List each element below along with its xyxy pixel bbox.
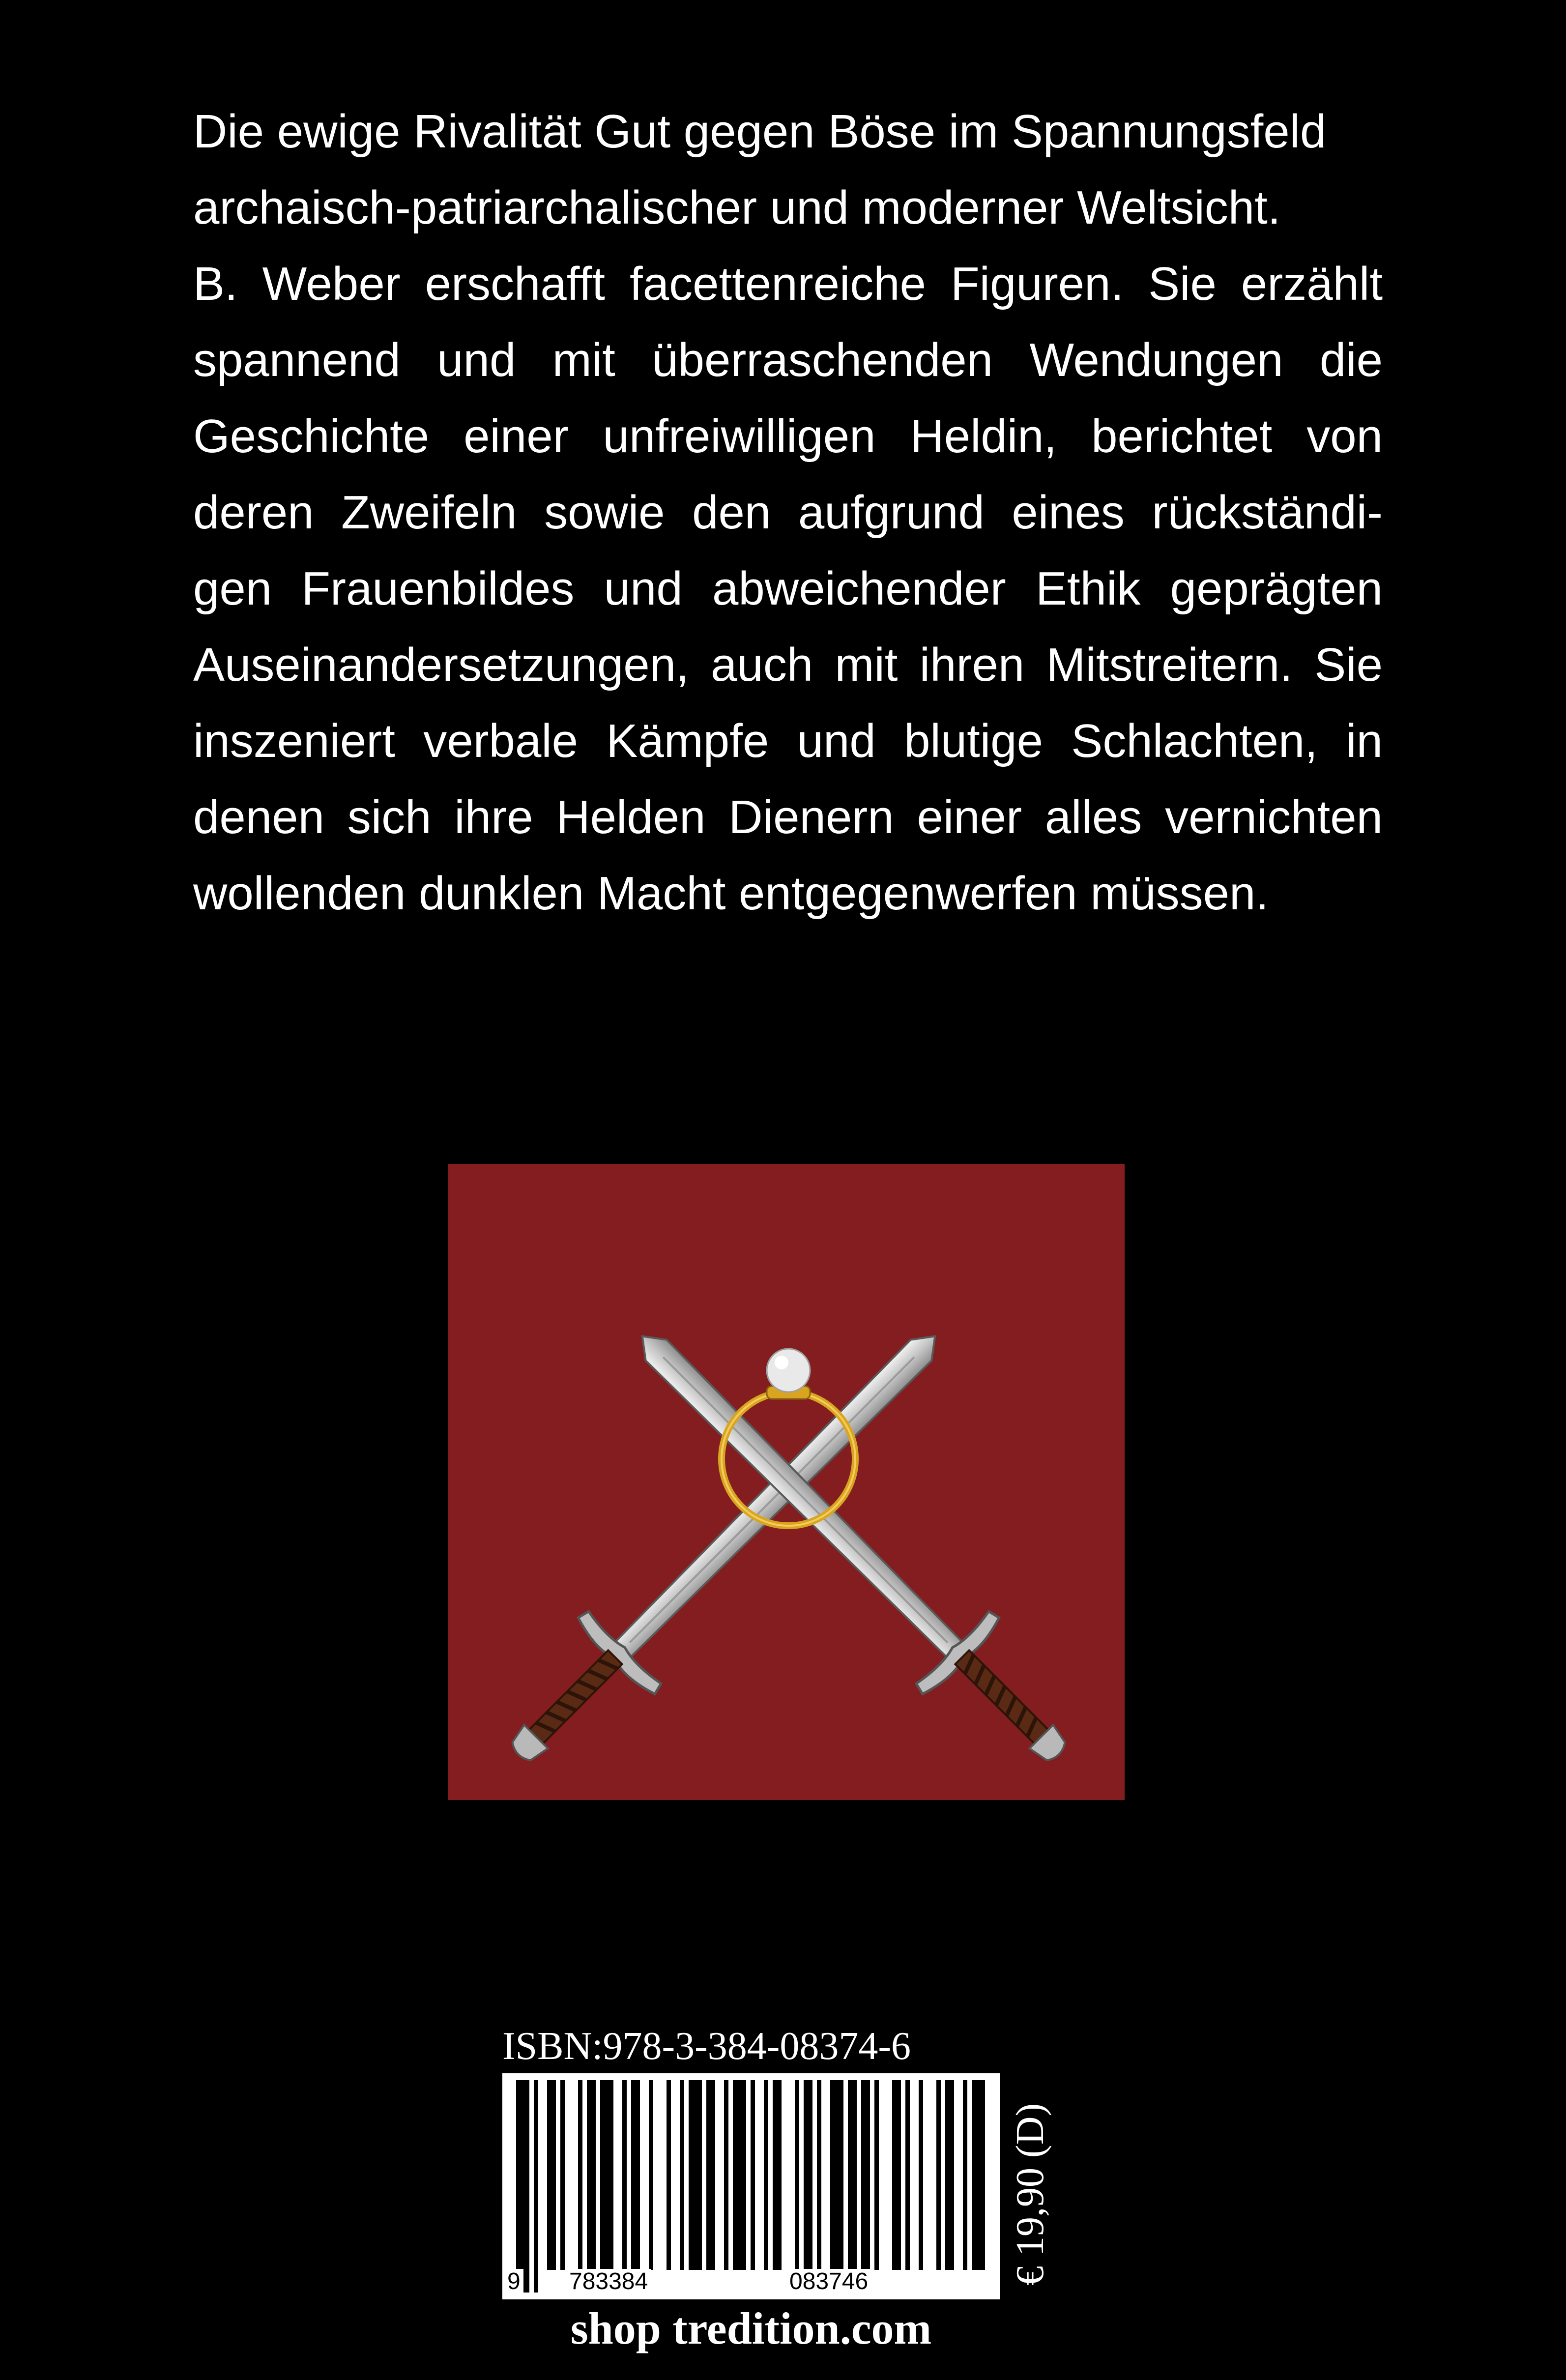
shop-url: shop tredition.com bbox=[570, 2303, 932, 2353]
barcode-bar bbox=[706, 2080, 715, 2270]
crossed-swords-emblem bbox=[448, 1164, 1125, 1800]
barcode-digits-left: 783384 bbox=[566, 2269, 651, 2294]
barcode-bar bbox=[547, 2080, 556, 2270]
isbn-label: ISBN:978-3-384-08374-6 bbox=[502, 2025, 911, 2068]
barcode-bar bbox=[560, 2080, 565, 2270]
barcode-bar bbox=[972, 2080, 985, 2270]
barcode-bar bbox=[689, 2080, 702, 2270]
blurb-line: spannend und mit überraschenden Wendungen die bbox=[193, 334, 1383, 386]
blurb-line: denen sich ihre Helden Dienern einer alles vernichten bbox=[193, 791, 1383, 843]
barcode-bar bbox=[861, 2080, 870, 2270]
barcode-bars bbox=[502, 2073, 1000, 2299]
barcode-bar bbox=[945, 2080, 954, 2270]
blurb-line: deren Zweifeln sowie den aufgrund eines rückständi- bbox=[193, 486, 1383, 539]
barcode-bar bbox=[649, 2080, 653, 2270]
price-label: € 19,90 (D) bbox=[1009, 2103, 1052, 2286]
barcode-bar bbox=[733, 2080, 746, 2270]
barcode bbox=[502, 2073, 1000, 2299]
blurb-line: wollenden dunklen Macht entgegenwerfen müssen. bbox=[193, 867, 1269, 920]
barcode-bar bbox=[600, 2080, 613, 2270]
barcode-bar bbox=[773, 2080, 782, 2270]
barcode-bar bbox=[848, 2080, 857, 2270]
barcode-bar bbox=[724, 2080, 728, 2270]
barcode-bar bbox=[516, 2080, 529, 2293]
barcode-bar bbox=[892, 2080, 901, 2270]
barcode-bar bbox=[874, 2080, 879, 2270]
crossed-swords-with-ring-icon bbox=[448, 1164, 1125, 1800]
barcode-bar bbox=[680, 2080, 684, 2270]
barcode-bar bbox=[817, 2080, 821, 2270]
barcode-bar bbox=[534, 2080, 538, 2293]
blurb-line: Auseinandersetzungen, auch mit ihren Mitstreitern. Sie bbox=[193, 639, 1383, 691]
barcode-bar bbox=[751, 2080, 755, 2270]
barcode-bar bbox=[830, 2080, 843, 2270]
blurb-line: Die ewige Rivalität Gut gegen Böse im Spannungsfeld bbox=[193, 105, 1327, 158]
blurb-line: Geschichte einer unfreiwilligen Heldin, berichtet von bbox=[193, 410, 1383, 463]
barcode-bar bbox=[804, 2080, 812, 2293]
barcode-bar bbox=[622, 2080, 627, 2270]
blurb-line: gen Frauenbildes und abweichender Ethik geprägten bbox=[193, 562, 1383, 615]
barcode-bar bbox=[919, 2080, 923, 2270]
blurb-line: B. Weber erschafft facettenreiche Figuren. Sie erzählt bbox=[193, 258, 1383, 310]
blurb-text bbox=[193, 93, 1383, 931]
barcode-bar bbox=[578, 2080, 582, 2270]
barcode-bar bbox=[795, 2080, 799, 2293]
barcode-bar bbox=[764, 2080, 768, 2270]
barcode-digit-lead: 9 bbox=[504, 2269, 523, 2294]
barcode-bar bbox=[936, 2080, 941, 2270]
barcode-bar bbox=[667, 2080, 671, 2270]
barcode-digits-right: 083746 bbox=[786, 2269, 871, 2294]
barcode-bar bbox=[905, 2080, 910, 2270]
barcode-bar bbox=[963, 2080, 967, 2270]
blurb-line: inszeniert verbale Kämpfe und blutige Schlachten, in bbox=[193, 715, 1383, 767]
barcode-bar bbox=[631, 2080, 640, 2270]
barcode-bar bbox=[587, 2080, 596, 2270]
blurb-line: archaisch-patriarchalischer und moderner Weltsicht. bbox=[193, 181, 1281, 234]
